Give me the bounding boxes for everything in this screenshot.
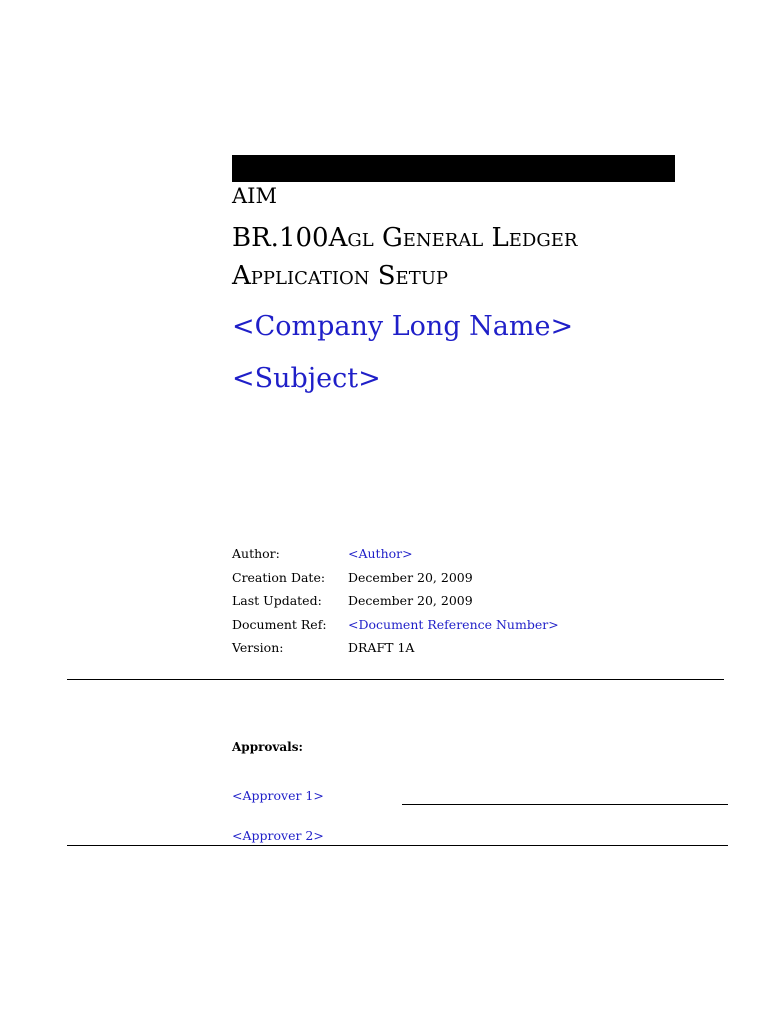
approver-1-name: <Approver 1> — [232, 788, 324, 803]
info-label: Author: — [232, 546, 280, 562]
product-name: AIM — [232, 184, 277, 208]
info-row-document-ref — [232, 613, 559, 637]
info-row-creation-date — [232, 566, 559, 590]
info-row-version — [232, 636, 559, 660]
info-label: Document Ref: — [232, 616, 327, 632]
signature-line — [402, 804, 728, 805]
info-row-last-updated — [232, 589, 559, 613]
approver-2-name: <Approver 2> — [232, 828, 324, 843]
document-subject: <Subject> — [232, 363, 381, 394]
document-title — [232, 219, 577, 295]
header-black-bar — [232, 155, 675, 182]
document-info-table — [232, 542, 559, 660]
document-title-line-2: Application Setup — [232, 261, 448, 291]
info-value: <Author> — [348, 546, 413, 562]
info-label: Version: — [232, 640, 284, 656]
info-label: Last Updated: — [232, 593, 322, 609]
info-value: December 20, 2009 — [348, 569, 473, 585]
info-label: Creation Date: — [232, 569, 326, 585]
company-name: <Company Long Name> — [232, 311, 574, 342]
approvals-heading: Approvals: — [232, 740, 303, 754]
info-value: DRAFT 1A — [348, 640, 415, 656]
info-row-author — [232, 542, 559, 566]
info-value: December 20, 2009 — [348, 593, 473, 609]
bottom-divider — [67, 845, 728, 846]
info-value: <Document Reference Number> — [348, 616, 559, 632]
section-divider — [67, 679, 724, 680]
document-title-line-1: BR.100Agl General Ledger — [232, 223, 578, 253]
